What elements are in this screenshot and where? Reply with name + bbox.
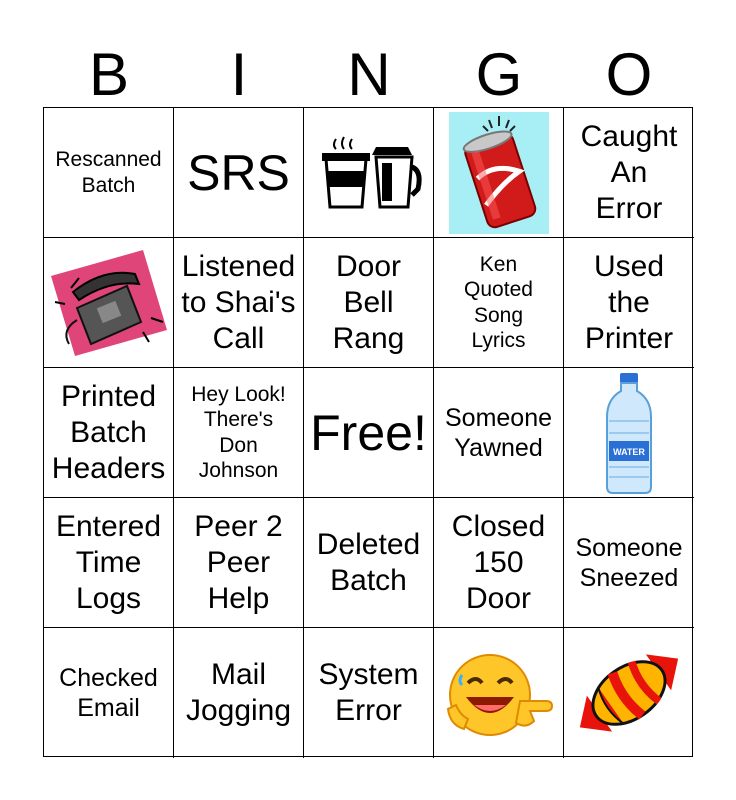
bingo-cell[interactable]	[564, 238, 694, 368]
soda-can-icon	[449, 112, 549, 234]
water-bottle-label: WATER	[613, 446, 645, 457]
bingo-cell[interactable]	[434, 238, 564, 368]
bingo-cell[interactable]	[564, 498, 694, 628]
bingo-cell[interactable]	[434, 368, 564, 498]
bingo-cell[interactable]	[564, 628, 694, 758]
bingo-cell-text: Mail Jogging	[185, 658, 292, 727]
bingo-cell[interactable]	[304, 498, 434, 628]
coffee-cups-icon	[314, 133, 424, 213]
bingo-card-grid	[43, 107, 693, 757]
bingo-cell[interactable]	[304, 238, 434, 368]
bingo-cell-text: System Error	[318, 658, 419, 727]
bingo-header	[44, 40, 694, 110]
header-letter-n: N	[347, 41, 391, 108]
header-letter-o: O	[605, 41, 653, 108]
bingo-cell[interactable]	[434, 628, 564, 758]
bingo-cell-text: Used the Printer	[584, 249, 674, 355]
bingo-cell-text: Ken Quoted Song Lyrics	[464, 253, 533, 352]
bingo-cell[interactable]	[434, 498, 564, 628]
water-bottle-icon	[601, 371, 657, 495]
bingo-cell-text: Peer 2 Peer Help	[194, 509, 283, 615]
bingo-cell[interactable]	[564, 108, 694, 238]
bingo-cell-text: Listened to Shai's Call	[181, 249, 296, 355]
bingo-cell[interactable]	[434, 108, 564, 238]
bingo-cell-text: SRS	[187, 144, 290, 201]
bingo-cell-text: Checked Email	[59, 664, 158, 722]
bingo-cell-text: Door Bell Rang	[332, 249, 405, 355]
bingo-cell-text: Entered Time Logs	[55, 509, 162, 615]
bingo-cell[interactable]	[174, 238, 304, 368]
bingo-cell-text: Someone Sneezed	[575, 533, 683, 592]
header-letter-b: B	[88, 41, 130, 108]
bingo-cell[interactable]	[44, 108, 174, 238]
candy-icon	[567, 631, 691, 755]
bingo-cell-text: Free!	[310, 404, 427, 461]
header-letter-i: I	[230, 41, 248, 108]
bingo-cell[interactable]	[174, 498, 304, 628]
bingo-cell[interactable]	[44, 368, 174, 498]
bingo-cell-text: Someone Yawned	[444, 403, 553, 462]
bingo-cell[interactable]	[564, 368, 694, 498]
bingo-cell[interactable]	[44, 628, 174, 758]
bingo-cell-text: Caught An Error	[580, 119, 678, 225]
telephone-icon	[47, 248, 171, 358]
bingo-cell-text: Hey Look! There's Don Johnson	[191, 383, 286, 482]
bingo-cell[interactable]	[44, 498, 174, 628]
bingo-cell[interactable]	[174, 628, 304, 758]
bingo-cell[interactable]	[304, 108, 434, 238]
bingo-cell-text: Closed 150 Door	[451, 509, 546, 615]
bingo-cell[interactable]	[174, 108, 304, 238]
bingo-cell[interactable]	[44, 238, 174, 368]
laughing-smiley-icon	[444, 645, 554, 741]
bingo-cell[interactable]	[174, 368, 304, 498]
header-letter-g: G	[475, 41, 523, 108]
bingo-cell[interactable]	[304, 368, 434, 498]
bingo-cell[interactable]	[304, 628, 434, 758]
bingo-cell-text: Rescanned Batch	[55, 148, 162, 197]
bingo-cell-text: Printed Batch Headers	[51, 379, 166, 485]
bingo-cell-text: Deleted Batch	[316, 527, 421, 597]
